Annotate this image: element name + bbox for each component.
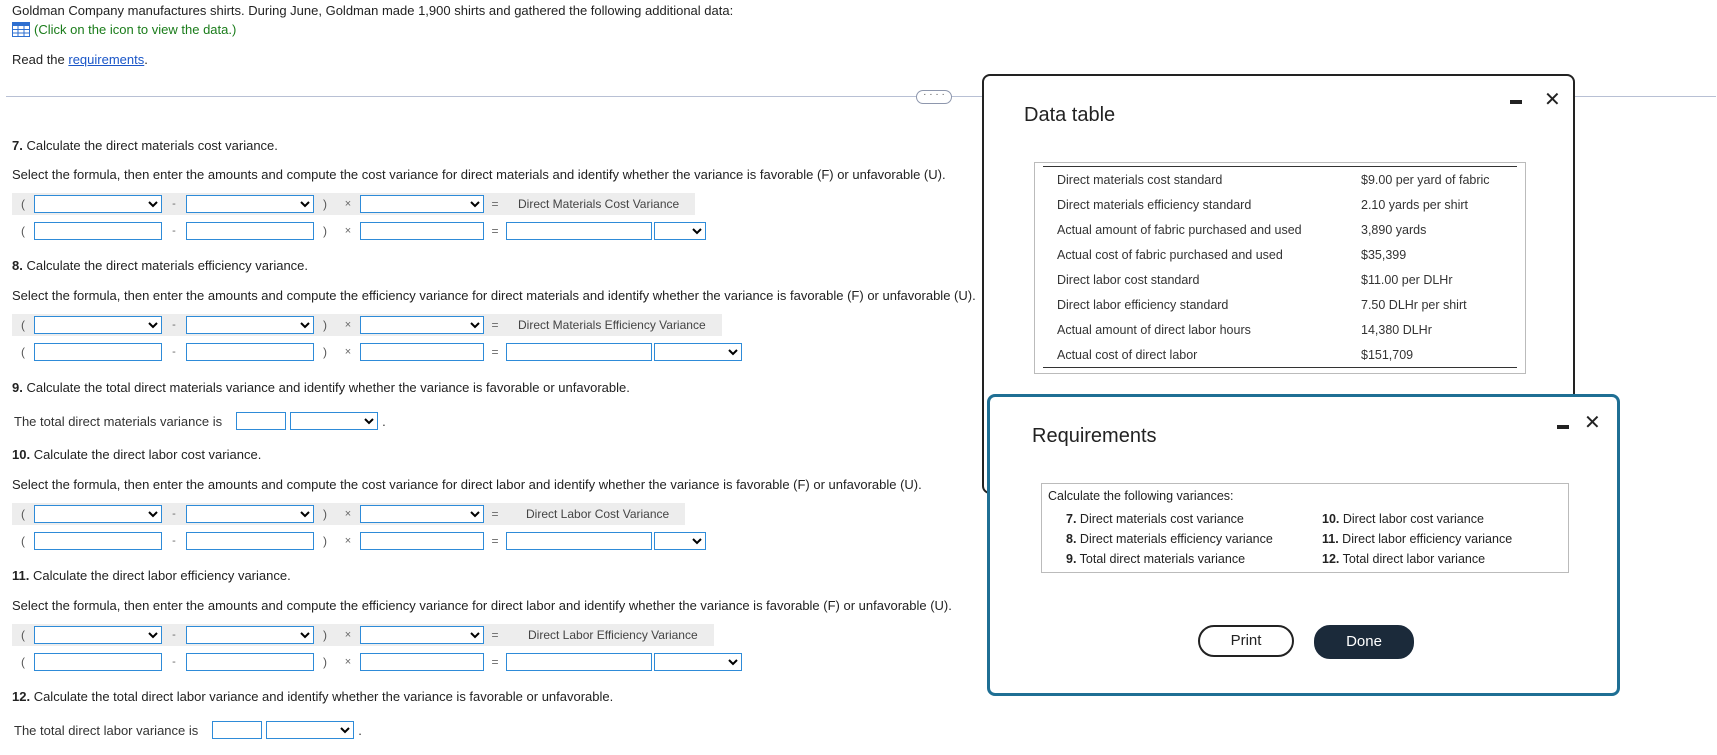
q12-total-label: The total direct labor variance is	[14, 722, 199, 738]
q10-amount-row	[12, 530, 706, 552]
q10-amount-input-1[interactable]	[34, 532, 162, 550]
q12-total-row	[14, 721, 362, 739]
times-sign: ×	[344, 319, 352, 331]
open-paren: (	[21, 534, 25, 548]
data-table-label: Actual cost of fabric purchased and used	[1057, 247, 1283, 262]
q10-formula-select-3[interactable]	[360, 505, 484, 523]
close-paren: )	[323, 345, 327, 359]
times-sign: ×	[344, 225, 352, 237]
equals-sign: =	[491, 534, 499, 548]
q8-title	[12, 258, 308, 273]
req-text: Direct labor efficiency variance	[1338, 532, 1513, 546]
click-hint: (Click on the icon to view the data.)	[34, 22, 237, 37]
q9-total-row	[14, 412, 386, 430]
q11-amount-row	[12, 651, 742, 673]
q10-number: 10.	[12, 447, 31, 462]
close-paren: )	[323, 534, 327, 548]
data-table-row	[1043, 192, 1490, 217]
q10-title	[12, 447, 261, 462]
times-sign: ×	[344, 535, 352, 547]
q12-number: 12.	[12, 689, 31, 704]
close-paren: )	[323, 224, 327, 238]
more-options-button[interactable]: · · · ·	[916, 90, 952, 104]
period: .	[382, 413, 386, 429]
req-text: Direct materials cost variance	[1076, 512, 1244, 526]
open-paren: (	[21, 628, 25, 642]
q10-result-input[interactable]	[506, 532, 652, 550]
q9-fu-select[interactable]	[290, 412, 378, 430]
q8-formula-select-2[interactable]	[186, 316, 314, 334]
minimize-icon[interactable]	[1557, 425, 1569, 429]
minimize-icon[interactable]	[1510, 100, 1522, 104]
close-icon[interactable]: ✕	[1584, 412, 1601, 434]
data-table-value: 2.10 yards per shirt	[1361, 197, 1468, 212]
requirement-item	[1066, 549, 1273, 569]
q7-title-text: Calculate the direct materials cost variance.	[22, 138, 278, 153]
q7-fu-select[interactable]	[654, 222, 706, 240]
data-table-rules	[1043, 166, 1517, 368]
minus-sign: -	[172, 319, 176, 331]
q7-formula-select-3[interactable]	[360, 195, 484, 213]
q8-instruction: Select the formula, then enter the amounts and compute the efficiency variance for direct materials and identify whether the variance is favorable (F) or unfavorable (U).	[12, 288, 976, 303]
data-table-value: $151,709	[1361, 347, 1414, 362]
equals-sign: =	[491, 318, 499, 332]
data-table-label: Direct materials cost standard	[1057, 172, 1223, 187]
period: .	[358, 722, 362, 738]
q7-formula-row	[12, 193, 695, 215]
q7-formula-label: Direct Materials Cost Variance	[518, 197, 680, 211]
q8-amount-input-1[interactable]	[34, 343, 162, 361]
req-num: 11.	[1322, 532, 1339, 546]
requirement-item	[1066, 529, 1273, 549]
equals-sign: =	[491, 655, 499, 669]
data-table-value: $9.00 per yard of fabric	[1361, 172, 1490, 187]
q10-formula-select-1[interactable]	[34, 505, 162, 523]
q11-formula-select-2[interactable]	[186, 626, 314, 644]
q8-formula-select-1[interactable]	[34, 316, 162, 334]
open-paren: (	[21, 655, 25, 669]
q11-title	[12, 568, 291, 583]
minus-sign: -	[172, 508, 176, 520]
requirements-link[interactable]: requirements	[68, 52, 145, 67]
equals-sign: =	[491, 345, 499, 359]
times-sign: ×	[344, 656, 352, 668]
data-table-label: Direct materials efficiency standard	[1057, 197, 1252, 212]
q11-fu-select[interactable]	[654, 653, 742, 671]
q10-formula-label: Direct Labor Cost Variance	[526, 507, 670, 521]
data-table-frame	[1034, 162, 1526, 374]
data-link-row[interactable]	[12, 22, 236, 37]
data-table	[1043, 167, 1490, 367]
q10-instruction: Select the formula, then enter the amounts and compute the cost variance for direct labor and identify whether the variance is favorable (F) or unfavorable (U).	[12, 477, 922, 492]
q9-title	[12, 380, 630, 395]
q8-formula-label: Direct Materials Efficiency Variance	[518, 318, 706, 332]
data-table-title: Data table	[1024, 104, 1116, 126]
q11-amount-input-2[interactable]	[186, 653, 314, 671]
requirements-panel	[987, 394, 1620, 696]
times-sign: ×	[344, 629, 352, 641]
data-table-label: Actual amount of direct labor hours	[1057, 322, 1251, 337]
requirement-item	[1322, 509, 1512, 529]
read-prefix: Read the	[12, 52, 69, 67]
req-num: 9.	[1066, 552, 1077, 566]
q7-amount-input-3[interactable]	[360, 222, 484, 240]
open-paren: (	[21, 345, 25, 359]
table-grid-icon[interactable]	[12, 22, 30, 37]
req-text: Direct labor cost variance	[1339, 512, 1484, 526]
times-sign: ×	[344, 508, 352, 520]
open-paren: (	[21, 318, 25, 332]
requirement-item	[1322, 549, 1512, 569]
equals-sign: =	[491, 628, 499, 642]
data-table-value: 3,890 yards	[1361, 222, 1427, 237]
q11-amount-input-3[interactable]	[360, 653, 484, 671]
q8-amount-row	[12, 341, 742, 363]
q11-formula-row	[12, 624, 714, 646]
requirement-item	[1066, 509, 1273, 529]
q7-formula-select-1[interactable]	[34, 195, 162, 213]
data-table-row	[1043, 217, 1490, 242]
q7-number: 7.	[12, 138, 23, 153]
q9-title-text: Calculate the total direct materials variance and identify whether the variance is favorable or unfavorable.	[22, 380, 630, 395]
q11-result-input[interactable]	[506, 653, 652, 671]
minus-sign: -	[172, 629, 176, 641]
minus-sign: -	[172, 198, 176, 210]
data-table-label: Actual amount of fabric purchased and used	[1057, 222, 1302, 237]
q8-amount-input-2[interactable]	[186, 343, 314, 361]
minus-sign: -	[172, 225, 176, 237]
times-sign: ×	[344, 346, 352, 358]
minus-sign: -	[172, 656, 176, 668]
q7-amount-input-1[interactable]	[34, 222, 162, 240]
q11-instruction: Select the formula, then enter the amounts and compute the efficiency variance for direct labor and identify whether the variance is favorable (F) or unfavorable (U).	[12, 598, 952, 613]
data-table-row	[1043, 342, 1490, 367]
requirements-left-list	[1066, 509, 1273, 569]
print-button[interactable]: Print	[1198, 625, 1294, 657]
data-table-label: Actual cost of direct labor	[1057, 347, 1198, 362]
q10-amount-input-3[interactable]	[360, 532, 484, 550]
data-table-row	[1043, 317, 1490, 342]
q10-amount-input-2[interactable]	[186, 532, 314, 550]
q12-fu-select[interactable]	[266, 721, 354, 739]
equals-sign: =	[491, 507, 499, 521]
q10-fu-select[interactable]	[654, 532, 706, 550]
q9-number: 9.	[12, 380, 23, 395]
q8-formula-row	[12, 314, 722, 336]
data-table-value: 7.50 DLHr per shirt	[1361, 297, 1467, 312]
read-requirements-row	[12, 52, 148, 67]
minus-sign: -	[172, 346, 176, 358]
q11-formula-label: Direct Labor Efficiency Variance	[528, 628, 698, 642]
requirement-item	[1322, 529, 1512, 549]
q7-amount-input-2[interactable]	[186, 222, 314, 240]
q12-total-input[interactable]	[212, 721, 262, 739]
open-paren: (	[21, 197, 25, 211]
req-num: 8.	[1066, 532, 1077, 546]
q11-title-text: Calculate the direct labor efficiency variance.	[29, 568, 291, 583]
close-paren: )	[323, 628, 327, 642]
q12-title-text: Calculate the total direct labor variance and identify whether the variance is favorable or unfavorable.	[30, 689, 614, 704]
q10-title-text: Calculate the direct labor cost variance.	[30, 447, 262, 462]
intro-text: Goldman Company manufactures shirts. During June, Goldman made 1,900 shirts and gathered the following additional data:	[12, 3, 734, 18]
data-table-row	[1043, 292, 1490, 317]
close-paren: )	[323, 507, 327, 521]
done-button[interactable]: Done	[1314, 625, 1414, 659]
req-text: Direct materials efficiency variance	[1076, 532, 1273, 546]
q10-formula-row	[12, 503, 685, 525]
close-icon[interactable]: ✕	[1544, 89, 1561, 111]
close-paren: )	[323, 655, 327, 669]
requirements-box	[1041, 483, 1569, 573]
q11-amount-input-1[interactable]	[34, 653, 162, 671]
data-table-label: Direct labor cost standard	[1057, 272, 1200, 287]
q7-instruction: Select the formula, then enter the amounts and compute the cost variance for direct materials and identify whether the variance is favorable (F) or unfavorable (U).	[12, 167, 946, 182]
q9-total-input[interactable]	[236, 412, 286, 430]
req-num: 7.	[1066, 512, 1077, 526]
data-table-value: 14,380 DLHr	[1361, 322, 1432, 337]
q8-title-text: Calculate the direct materials efficiency variance.	[22, 258, 309, 273]
equals-sign: =	[491, 197, 499, 211]
close-paren: )	[323, 318, 327, 332]
q8-amount-input-3[interactable]	[360, 343, 484, 361]
read-suffix: .	[144, 52, 148, 67]
data-table-row	[1043, 167, 1490, 192]
requirements-title: Requirements	[1032, 425, 1157, 447]
q7-amount-row	[12, 220, 706, 242]
q8-number: 8.	[12, 258, 23, 273]
q7-formula-select-2[interactable]	[186, 195, 314, 213]
q7-result-input[interactable]	[506, 222, 652, 240]
data-table-label: Direct labor efficiency standard	[1057, 297, 1229, 312]
q7-title	[12, 138, 278, 153]
minus-sign: -	[172, 535, 176, 547]
req-text: Total direct materials variance	[1076, 552, 1246, 566]
q8-formula-select-3[interactable]	[360, 316, 484, 334]
data-table-value: $11.00 per DLHr	[1361, 272, 1453, 287]
req-num: 10.	[1322, 512, 1340, 526]
data-table-value: $35,399	[1361, 247, 1407, 262]
requirements-heading: Calculate the following variances:	[1048, 489, 1234, 503]
req-num: 12.	[1322, 552, 1340, 566]
q12-title	[12, 689, 613, 704]
q11-formula-select-1[interactable]	[34, 626, 162, 644]
requirements-right-list	[1322, 509, 1512, 569]
open-paren: (	[21, 507, 25, 521]
q8-result-input[interactable]	[506, 343, 652, 361]
data-table-row	[1043, 242, 1490, 267]
open-paren: (	[21, 224, 25, 238]
q11-number: 11.	[12, 568, 30, 583]
q11-formula-select-3[interactable]	[360, 626, 484, 644]
q9-total-label: The total direct materials variance is	[14, 413, 223, 429]
q8-fu-select[interactable]	[654, 343, 742, 361]
q10-formula-select-2[interactable]	[186, 505, 314, 523]
equals-sign: =	[491, 224, 499, 238]
req-text: Total direct labor variance	[1339, 552, 1486, 566]
close-paren: )	[323, 197, 327, 211]
times-sign: ×	[344, 198, 352, 210]
data-table-row	[1043, 267, 1490, 292]
